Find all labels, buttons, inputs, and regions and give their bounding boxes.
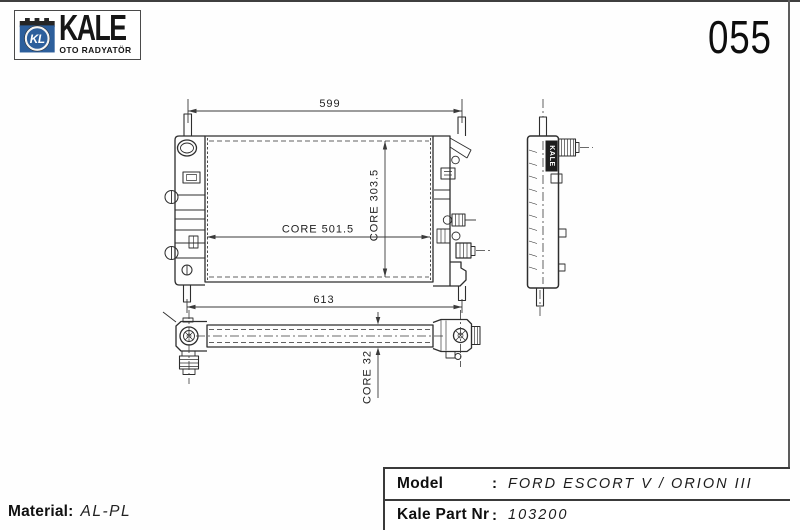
logo-monogram-text: KL <box>29 32 45 46</box>
spec-row-model <box>385 469 790 499</box>
page-border-top <box>0 0 800 2</box>
model-colon: : <box>492 475 497 493</box>
dim-core-height-label: CORE 303.5 <box>368 168 381 242</box>
page-border-right <box>788 0 790 506</box>
material-value: AL-PL <box>80 503 132 520</box>
logo-subtitle: OTO RADYATÖR <box>59 44 132 55</box>
model-value: FORD ESCORT V / ORION III <box>508 475 753 492</box>
part-number-value: 103200 <box>508 507 569 524</box>
material-line <box>8 503 131 521</box>
logo-brand-name: KALE <box>59 14 127 48</box>
front-view <box>165 114 492 302</box>
model-label: Model <box>397 474 444 492</box>
spec-row-part-number <box>385 499 790 530</box>
side-view <box>528 99 594 318</box>
radiator-technical-drawing <box>140 85 620 420</box>
dim-pin-width-label: 613 <box>313 294 335 306</box>
dim-core-width-label: CORE 501.5 <box>281 223 355 236</box>
spec-table <box>383 467 790 530</box>
side-kale-badge-text: KALE <box>548 145 555 167</box>
kale-logo <box>14 10 141 60</box>
part-number-label: Kale Part Nr <box>397 506 490 524</box>
dim-core-depth-label: CORE 32 <box>361 349 374 405</box>
page-number: 055 <box>708 11 772 63</box>
dim-overall-width-label: 599 <box>319 98 341 110</box>
part-number-colon: : <box>492 506 497 524</box>
material-label: Material: <box>8 503 74 520</box>
bottom-view <box>163 310 480 384</box>
kale-monogram-icon <box>18 14 56 56</box>
dimensions <box>187 98 462 404</box>
